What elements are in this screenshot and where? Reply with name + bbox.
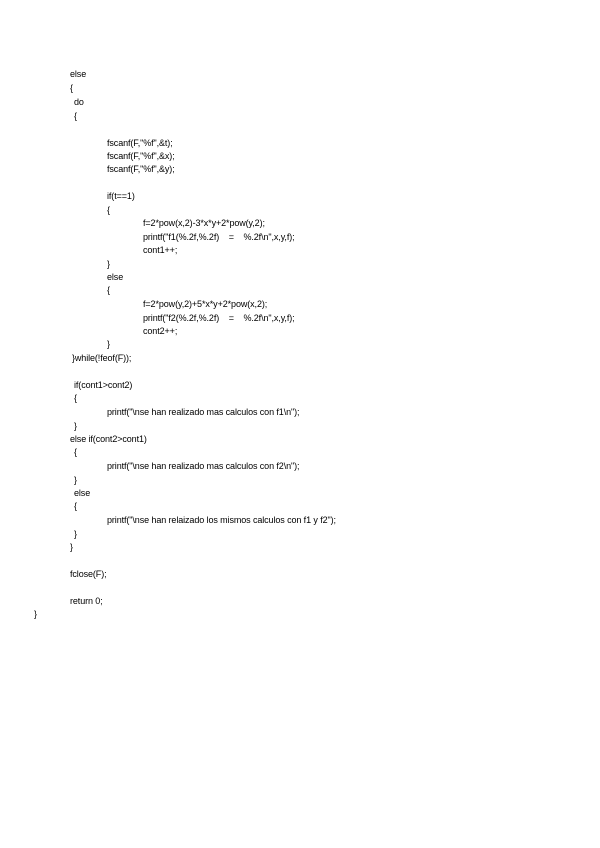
code-line: return 0; [70,596,103,606]
code-line: else [107,272,124,282]
code-line: } [74,475,77,485]
code-line: fscanf(F,"%f",&t); [107,138,173,148]
code-line: printf("\nse han relaizado los mismos calculos con f1 y f2"); [107,515,336,525]
code-line: } [34,609,37,619]
code-line: { [74,393,77,403]
code-line: else [70,69,87,79]
code-line: } [74,421,77,431]
code-line: { [70,83,73,93]
code-line: if(cont1>cont2) [74,380,133,390]
code-line: printf("\nse han realizado mas calculos con f1\n"); [107,407,300,417]
code-line: printf("f2(%.2f,%.2f) = %.2f\n",x,y,f); [143,313,295,323]
code-line: printf("\nse han realizado mas calculos con f2\n"); [107,461,300,471]
code-line: cont1++; [143,245,178,255]
code-line: }while(!feof(F)); [72,353,132,363]
code-line: printf("f1(%.2f,%.2f) = %.2f\n",x,y,f); [143,232,295,242]
code-line: if(t==1) [107,191,135,201]
code-line: fclose(F); [70,569,107,579]
code-line: fscanf(F,"%f",&x); [107,151,175,161]
code-line: do [74,97,84,107]
code-line: } [70,542,73,552]
code-line: f=2*pow(y,2)+5*x*y+2*pow(x,2); [143,299,268,309]
code-line: { [107,205,110,215]
code-line: } [107,259,110,269]
code-line: fscanf(F,"%f",&y); [107,164,175,174]
code-line: { [74,501,77,511]
code-line: } [74,529,77,539]
code-line: else if(cont2>cont1) [70,434,147,444]
code-line: { [107,285,110,295]
code-line: cont2++; [143,326,178,336]
code-line: f=2*pow(x,2)-3*x*y+2*pow(y,2); [143,218,265,228]
code-line: { [74,447,77,457]
code-line: { [74,111,77,121]
code-line: else [74,488,91,498]
code-line: } [107,339,110,349]
